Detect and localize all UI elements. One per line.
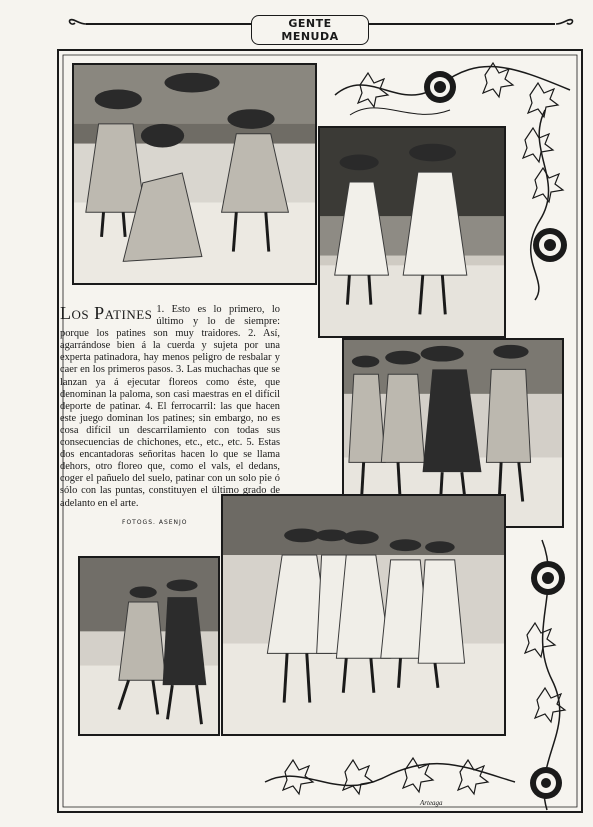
- article-body: 1. Esto es lo primero, lo último y lo de siempre: porque los patines son muy traidores. 2. Así, agarrándose bien á la cuerda y sujeta por una experta patinadora, hay menos peligro de resbalar y caer en los primeros pasos. 3. Las muchachas que se lanzan ya á ejecutar floreos como éste, que denominan la paloma, son casi maestras en el difícil deporte de patinar. 4. El ferrocarril: las que hacen este juego dominan los patines; sin embargo, no es cosa difícil un descarrilamiento con todas sus consecuencias de chichones, etc., etc., etc. 5. Estas dos encantadoras señoritas hacen lo que se llama dehors, otro floreo que, como el vals, el dedans, coger el pañuelo del suelo, patinar con un solo pie ó sólo con las puntas, constituyen el último grado de adelanto en el arte.: [60, 304, 280, 509]
- article: [60, 304, 280, 534]
- photo-2: [318, 126, 506, 338]
- photo-1: [72, 63, 317, 285]
- header-title: GENTE MENUDA: [251, 15, 369, 45]
- floral-ornament-lower-right: [512, 540, 577, 810]
- flower-icon: [531, 561, 565, 595]
- photo-credit: FOTOGS. ASENJO: [122, 519, 188, 526]
- floral-ornament-bottom: [265, 742, 515, 807]
- illustrator-signature: Arteaga: [420, 799, 443, 807]
- photo-5: [78, 556, 220, 736]
- flower-icon: [530, 767, 562, 799]
- flower-icon: [424, 71, 456, 103]
- flower-icon: [533, 228, 567, 262]
- floral-ornament-right: [505, 110, 577, 300]
- article-headline: Los Patines: [60, 303, 153, 323]
